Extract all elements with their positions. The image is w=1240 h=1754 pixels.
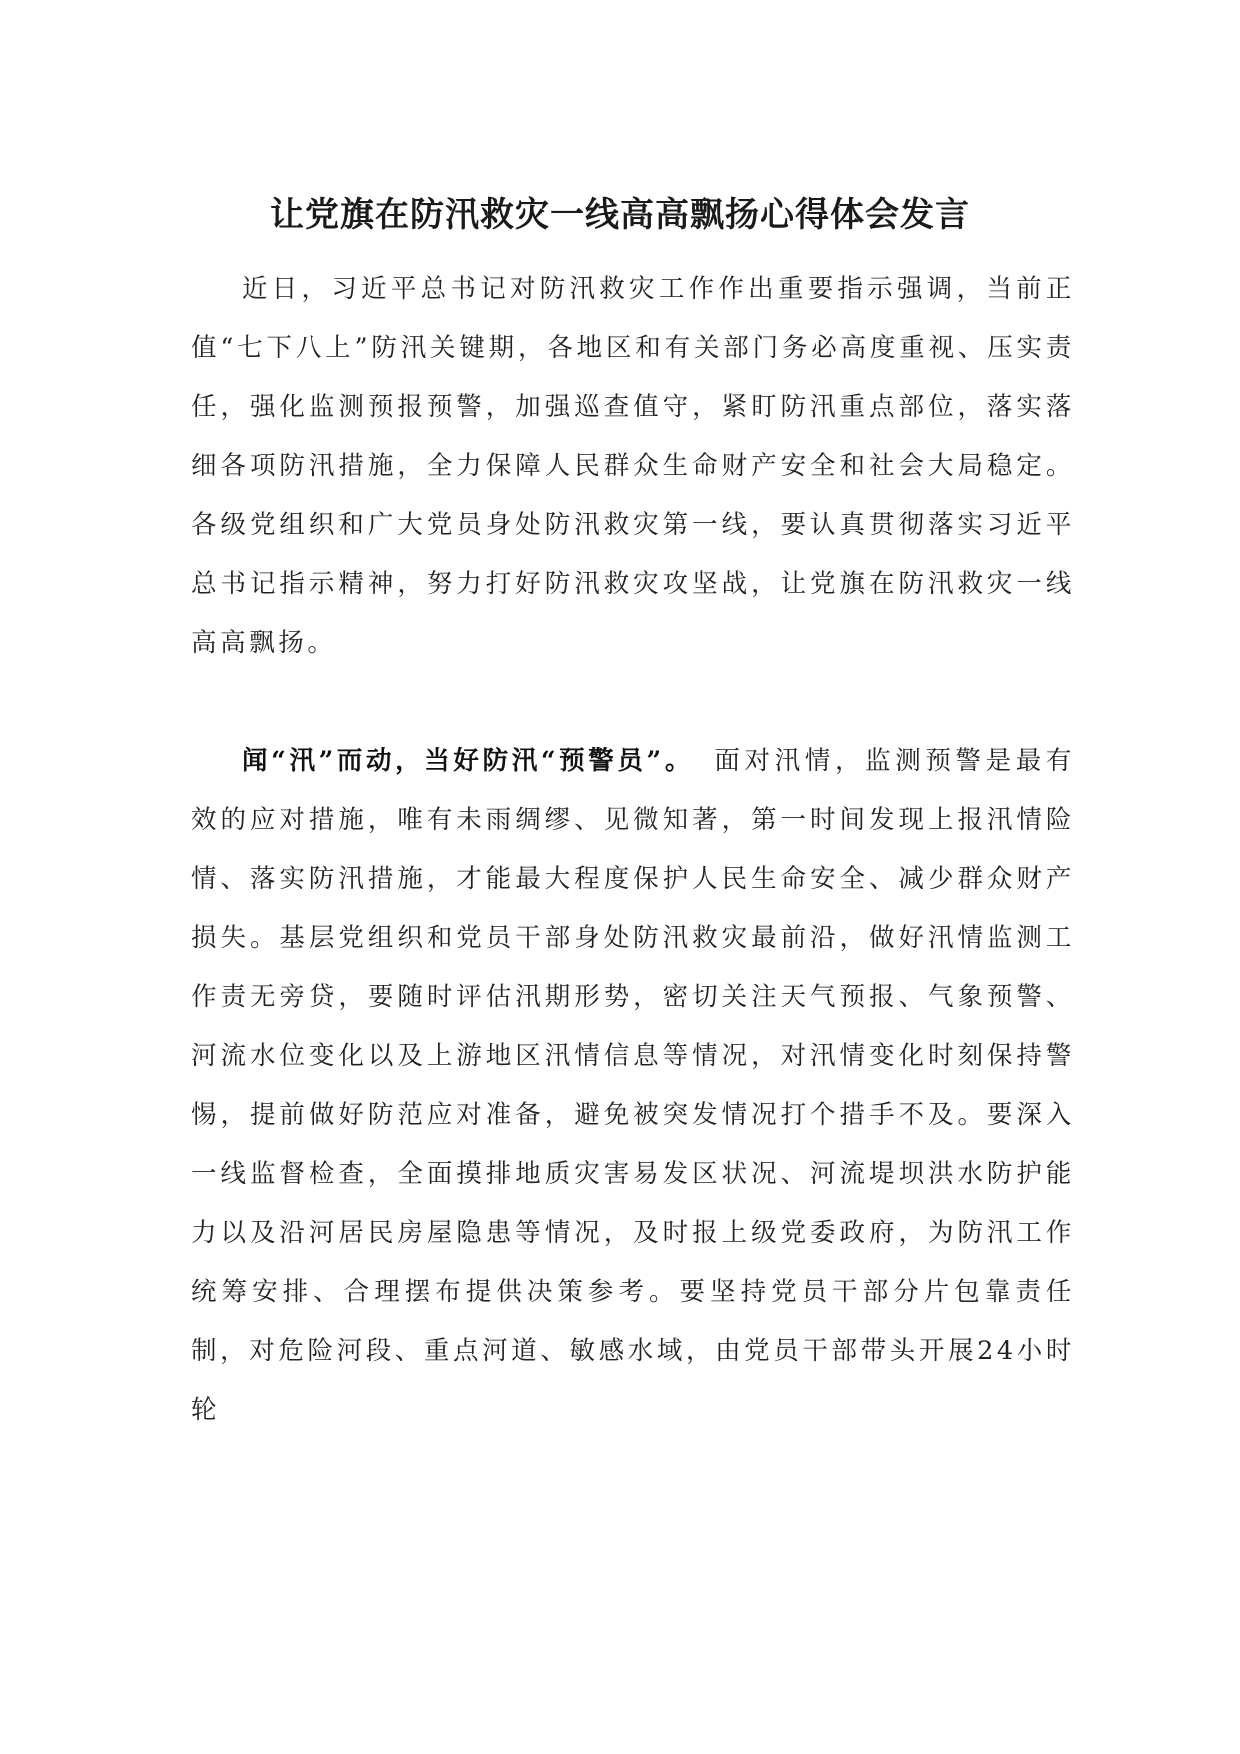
paragraph-spacer	[191, 673, 1075, 732]
paragraph-intro-text: 近日，习近平总书记对防汛救灾工作作出重要指示强调，当前正值“七下八上”防汛关键期，各地区和有关部门务必高度重视、压实责任，强化监测预报预警，加强巡查值守，紧盯防汛重点部位，落实落细各项防汛措施，全力保障人民群众生命财产安全和社会大局稳定。各级党组织和广大党员身处防汛救灾第一线，要认真贯彻落实习近平总书记指示精神，努力打好防汛救灾攻坚战，让党旗在防汛救灾一线高高飘扬。	[191, 274, 1075, 658]
paragraph-intro	[191, 260, 1075, 673]
paragraph-early-warning	[191, 732, 1075, 1440]
document-body	[191, 260, 1075, 1440]
paragraph-early-warning-text: 面对汛情，监测预警是最有效的应对措施，唯有未雨绸缪、见微知著，第一时间发现上报汛情险情、落实防汛措施，才能最大程度保护人民生命安全、减少群众财产损失。基层党组织和党员干部身处防汛救灾最前沿，做好汛情监测工作责无旁贷，要随时评估汛期形势，密切关注天气预报、气象预警、河流水位变化以及上游地区汛情信息等情况，对汛情变化时刻保持警惕，提前做好防范应对准备，避免被突发情况打个措手不及。要深入一线监督检查，全面摸排地质灾害易发区状况、河流堤坝洪水防护能力以及沿河居民房屋隐患等情况，及时报上级党委政府，为防汛工作统筹安排、合理摆布提供决策参考。要坚持党员干部分片包靠责任制，对危险河段、重点河道、敏感水域，由党员干部带头开展24小时轮	[191, 746, 1075, 1425]
paragraph-lead-heading: 闻“汛”而动，当好防汛“预警员”。	[242, 746, 694, 776]
document-title: 让党旗在防汛救灾一线高高飘扬心得体会发言	[270, 195, 970, 235]
